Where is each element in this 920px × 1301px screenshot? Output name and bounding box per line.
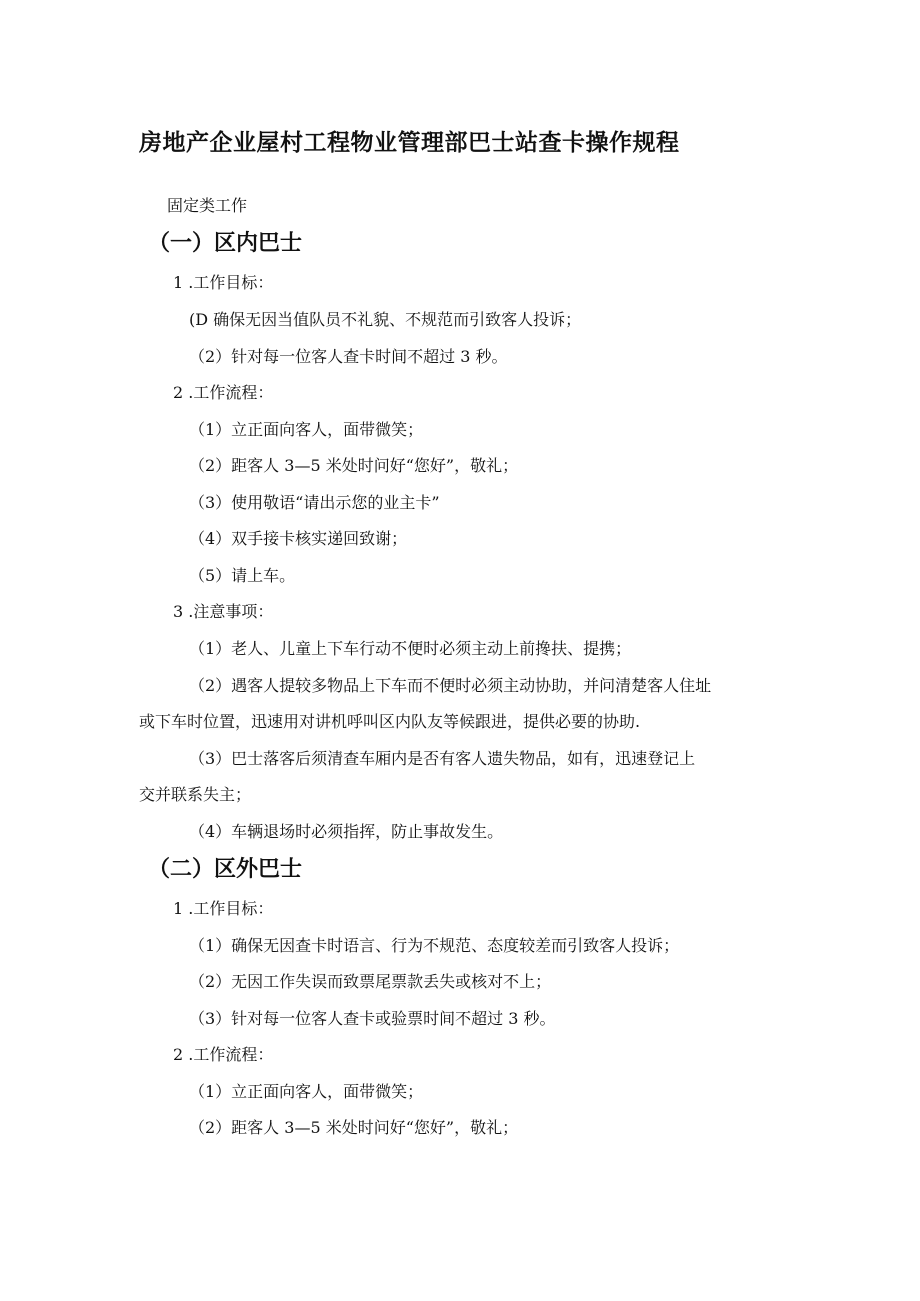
section2-goal-label: 1 .工作目标： — [173, 899, 274, 918]
section2-goal-item-3: （3）针对每一位客人查卡或验票时间不超过 3 秒。 — [189, 1009, 556, 1028]
section1-note-1: （1）老人、儿童上下车行动不便时必须主动上前搀扶、提携； — [189, 639, 632, 658]
section2-goal-item-1: （1）确保无因查卡时语言、行为不规范、态度较差而引致客人投诉； — [189, 936, 680, 955]
section2-flow-item-1: （1）立正面向客人，面带微笑； — [189, 1082, 424, 1101]
section1-flow-item-1: （1）立正面向客人，面带微笑； — [189, 420, 424, 439]
section1-note-3-line-2: 交并联系失主； — [139, 785, 252, 804]
section1-flow-item-5: （5）请上车。 — [189, 566, 296, 585]
section1-note-3-line-1: （3）巴士落客后须清查车厢内是否有客人遗失物品，如有，迅速登记上 — [189, 749, 696, 768]
section1-flow-item-4: （4）双手接卡核实递回致谢； — [189, 529, 408, 548]
section-heading-internal-bus: （一）区内巴士 — [148, 231, 303, 256]
section1-note-2-line-2: 或下车时位置，迅速用对讲机呼叫区内队友等候跟进，提供必要的协助. — [139, 712, 641, 731]
section2-flow-label: 2 .工作流程： — [173, 1045, 274, 1064]
section2-flow-item-2: （2）距客人 3—5 米处时问好“您好”，敬礼； — [189, 1118, 519, 1137]
intro-text: 固定类工作 — [167, 196, 248, 215]
section1-goal-item-2: （2）针对每一位客人查卡时间不超过 3 秒。 — [189, 347, 508, 366]
section-heading-external-bus: （二）区外巴士 — [148, 857, 303, 882]
section1-flow-item-2: （2）距客人 3—5 米处时问好“您好”，敬礼； — [189, 456, 519, 475]
section1-note-4: （4）车辆退场时必须指挥，防止事故发生。 — [189, 822, 504, 841]
section1-note-2-line-1: （2）遇客人提较多物品上下车而不便时必须主动协助，并问清楚客人住址 — [189, 676, 712, 695]
section2-goal-item-2: （2）无因工作失误而致票尾票款丢失或核对不上； — [189, 972, 552, 991]
section1-goal-item-1: (D 确保无因当值队员不礼貌、不规范而引致客人投诉； — [189, 310, 582, 329]
section1-notes-label: 3 .注意事项： — [173, 602, 274, 621]
section1-flow-item-3: （3）使用敬语“请出示您的业主卡” — [189, 493, 440, 512]
section1-flow-label: 2 .工作流程： — [173, 383, 274, 402]
section1-goal-label: 1 .工作目标： — [173, 273, 274, 292]
document-title: 房地产企业屋村工程物业管理部巴士站查卡操作规程 — [139, 130, 680, 156]
